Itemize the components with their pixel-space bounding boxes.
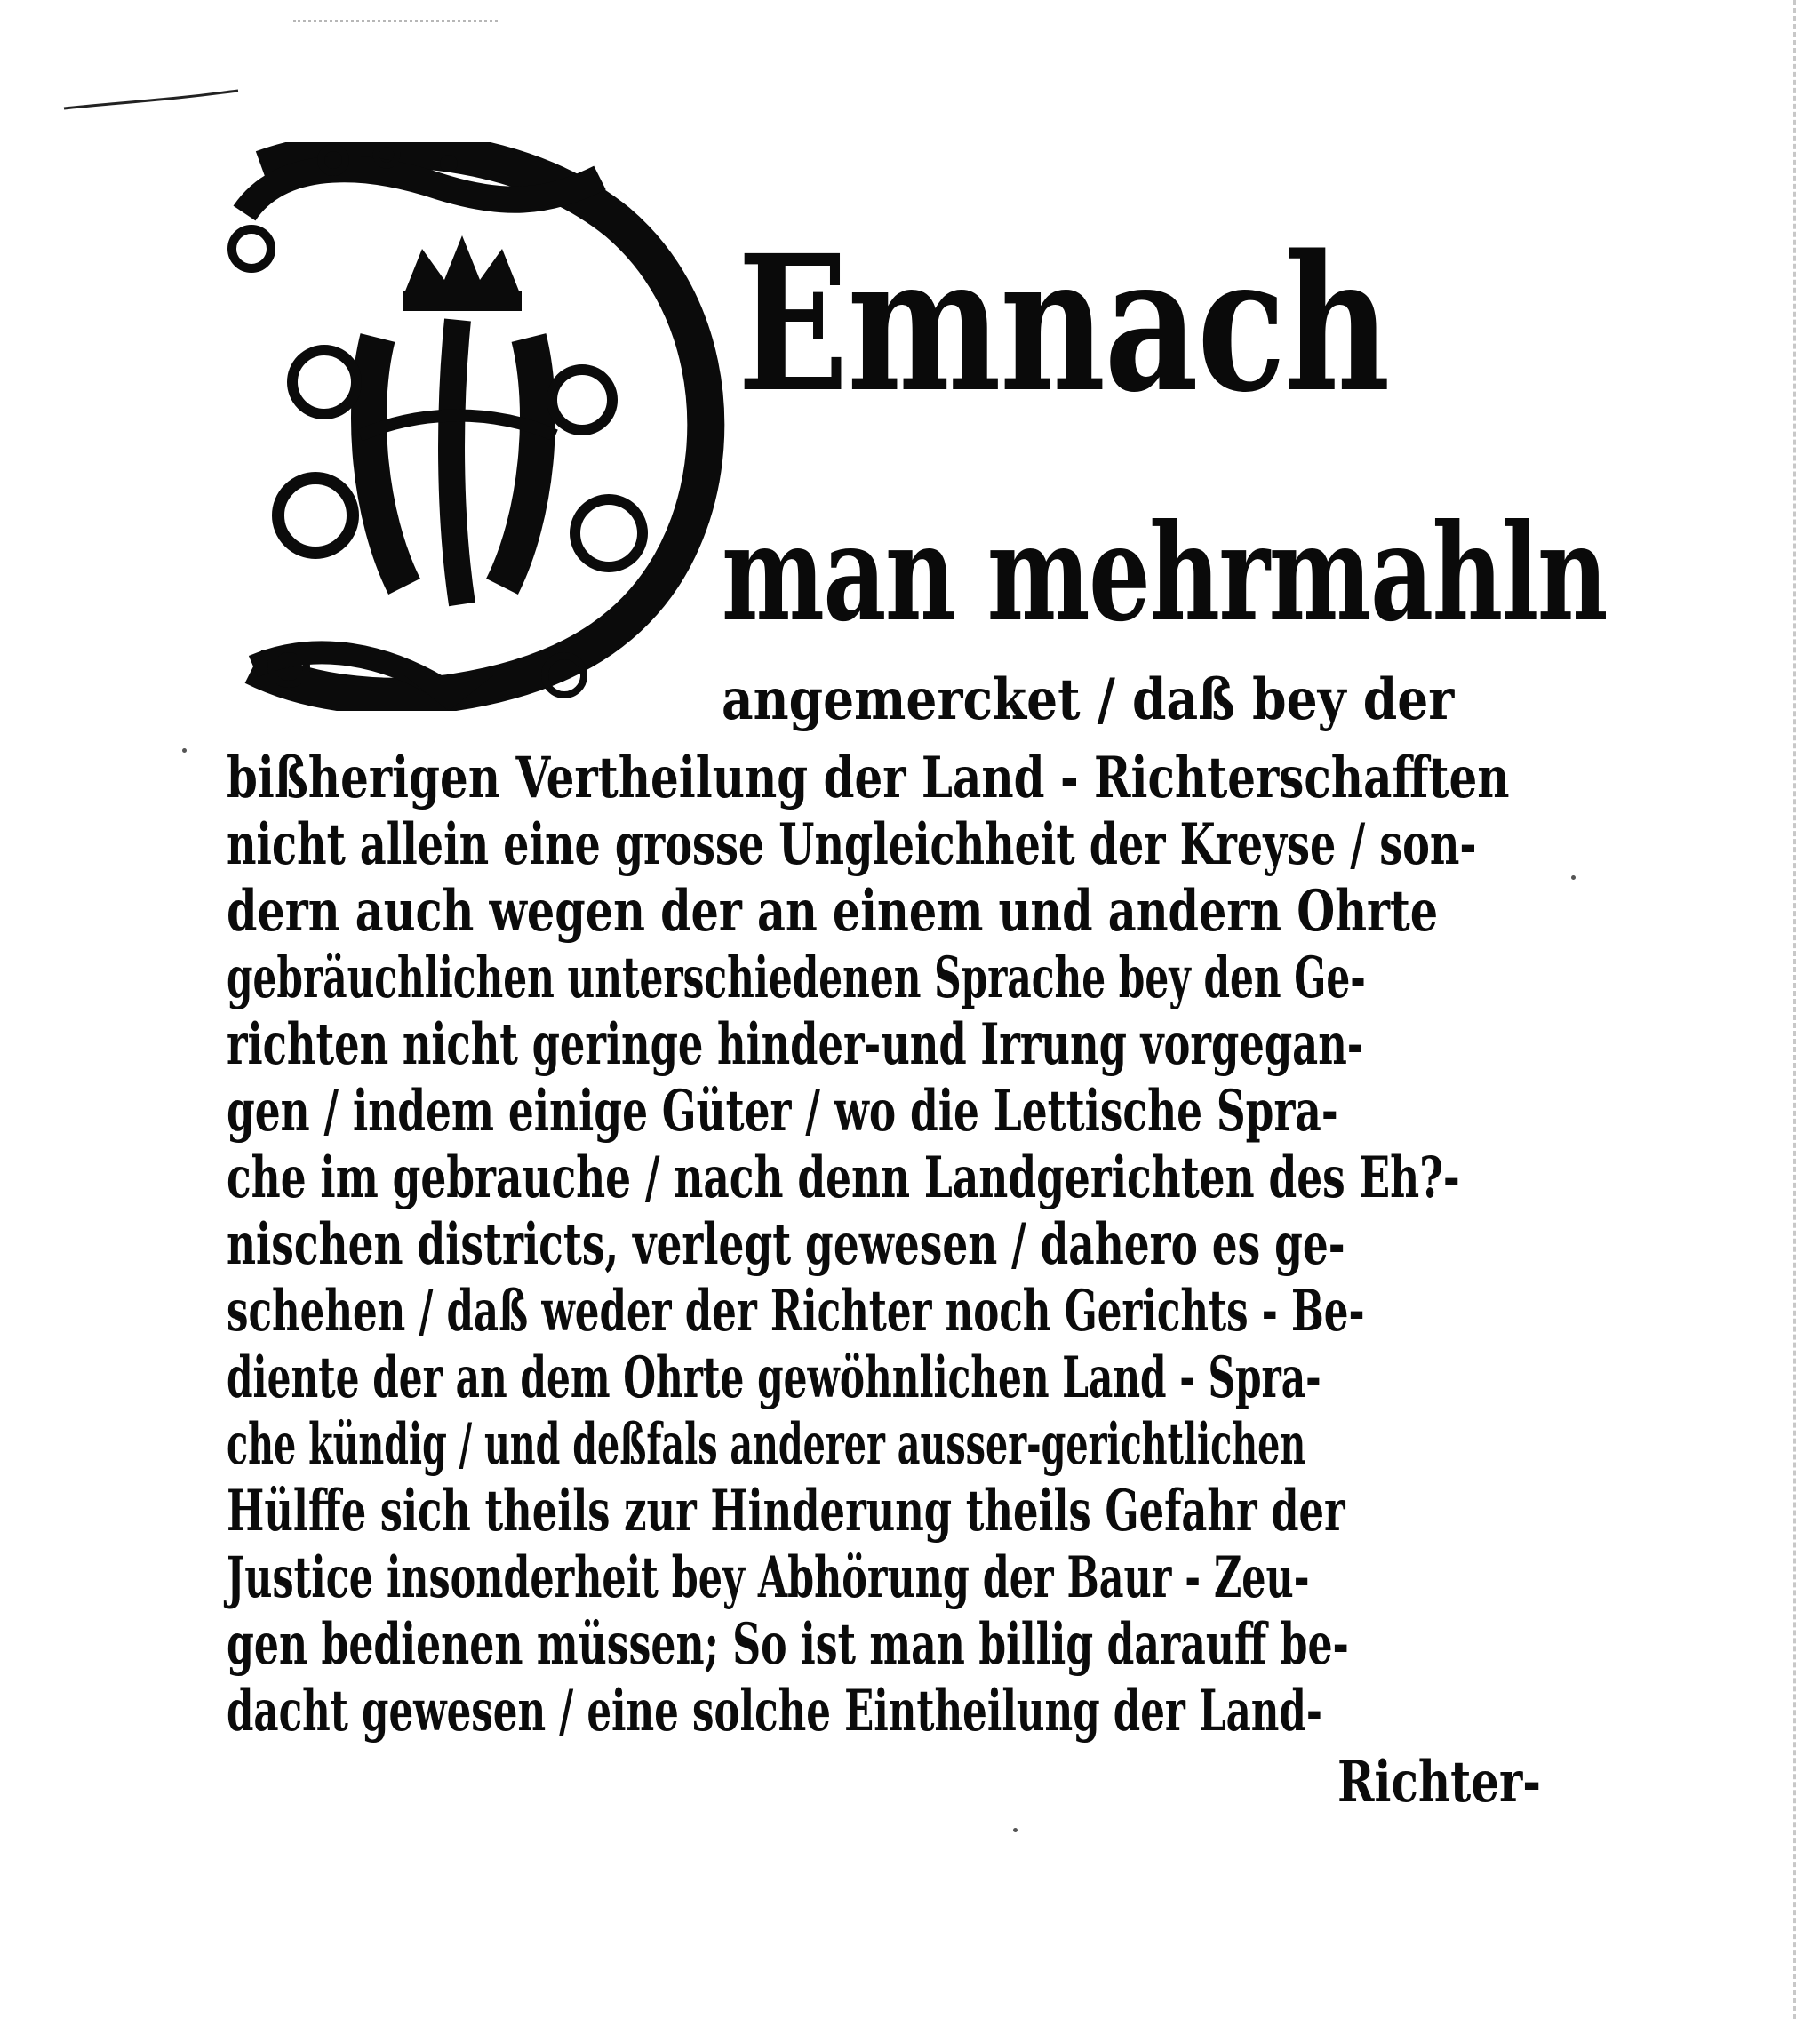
text-line: Justice insonderheit bey Abhörung der Baur - Zeu-: [227, 1544, 1310, 1611]
ornamental-initial-d: [227, 142, 733, 711]
text-line: angemercket / daß bey der: [722, 666, 1455, 733]
text-line: nicht allein eine grosse Ungleichheit der Kreyse / son-: [227, 811, 1477, 878]
scan-mark: [293, 0, 498, 22]
text-line: richten nicht geringe hinder-und Irrung vorgegan-: [227, 1011, 1364, 1078]
text-line: gebräuchlichen unterschiedenen Sprache bey den Ge-: [227, 945, 1366, 1011]
catchword: Richter-: [1337, 1749, 1541, 1816]
text-line: schehen / daß weder der Richter noch Gerichts - Be-: [227, 1278, 1365, 1345]
text-line: gen bedienen müssen; So ist man billig darauff be-: [227, 1611, 1349, 1678]
text-line: dacht gewesen / eine solche Eintheilung der Land-: [227, 1678, 1322, 1744]
text-line: bißherigen Vertheilung der Land - Richterschafften: [227, 745, 1510, 811]
speck: [182, 748, 187, 753]
text-line: gen / indem einige Güter / wo die Lettische Spra-: [227, 1078, 1338, 1145]
text-line: Hülffe sich theils zur Hinderung theils Gefahr der: [227, 1478, 1345, 1544]
heading-second-line: man mehrmahln: [722, 495, 1608, 651]
text-line: che im gebrauche / nach denn Landgerichten des Eh?-: [227, 1145, 1460, 1211]
text-line: nischen districts, verlegt gewesen / dahero es ge-: [227, 1211, 1345, 1278]
heading-first-word: Emnach: [738, 214, 1389, 434]
speck: [1571, 875, 1576, 880]
pen-stroke-mark: [62, 89, 240, 112]
page-edge: [1793, 0, 1801, 2019]
text-line: che kündig / und deßfals anderer ausser-gerichtlichen: [227, 1411, 1306, 1478]
text-line: diente der an dem Ohrte gewöhnlichen Land - Spra-: [227, 1345, 1321, 1411]
speck: [1013, 1828, 1018, 1832]
text-line: dern auch wegen der an einem und andern Ohrte: [227, 878, 1439, 945]
